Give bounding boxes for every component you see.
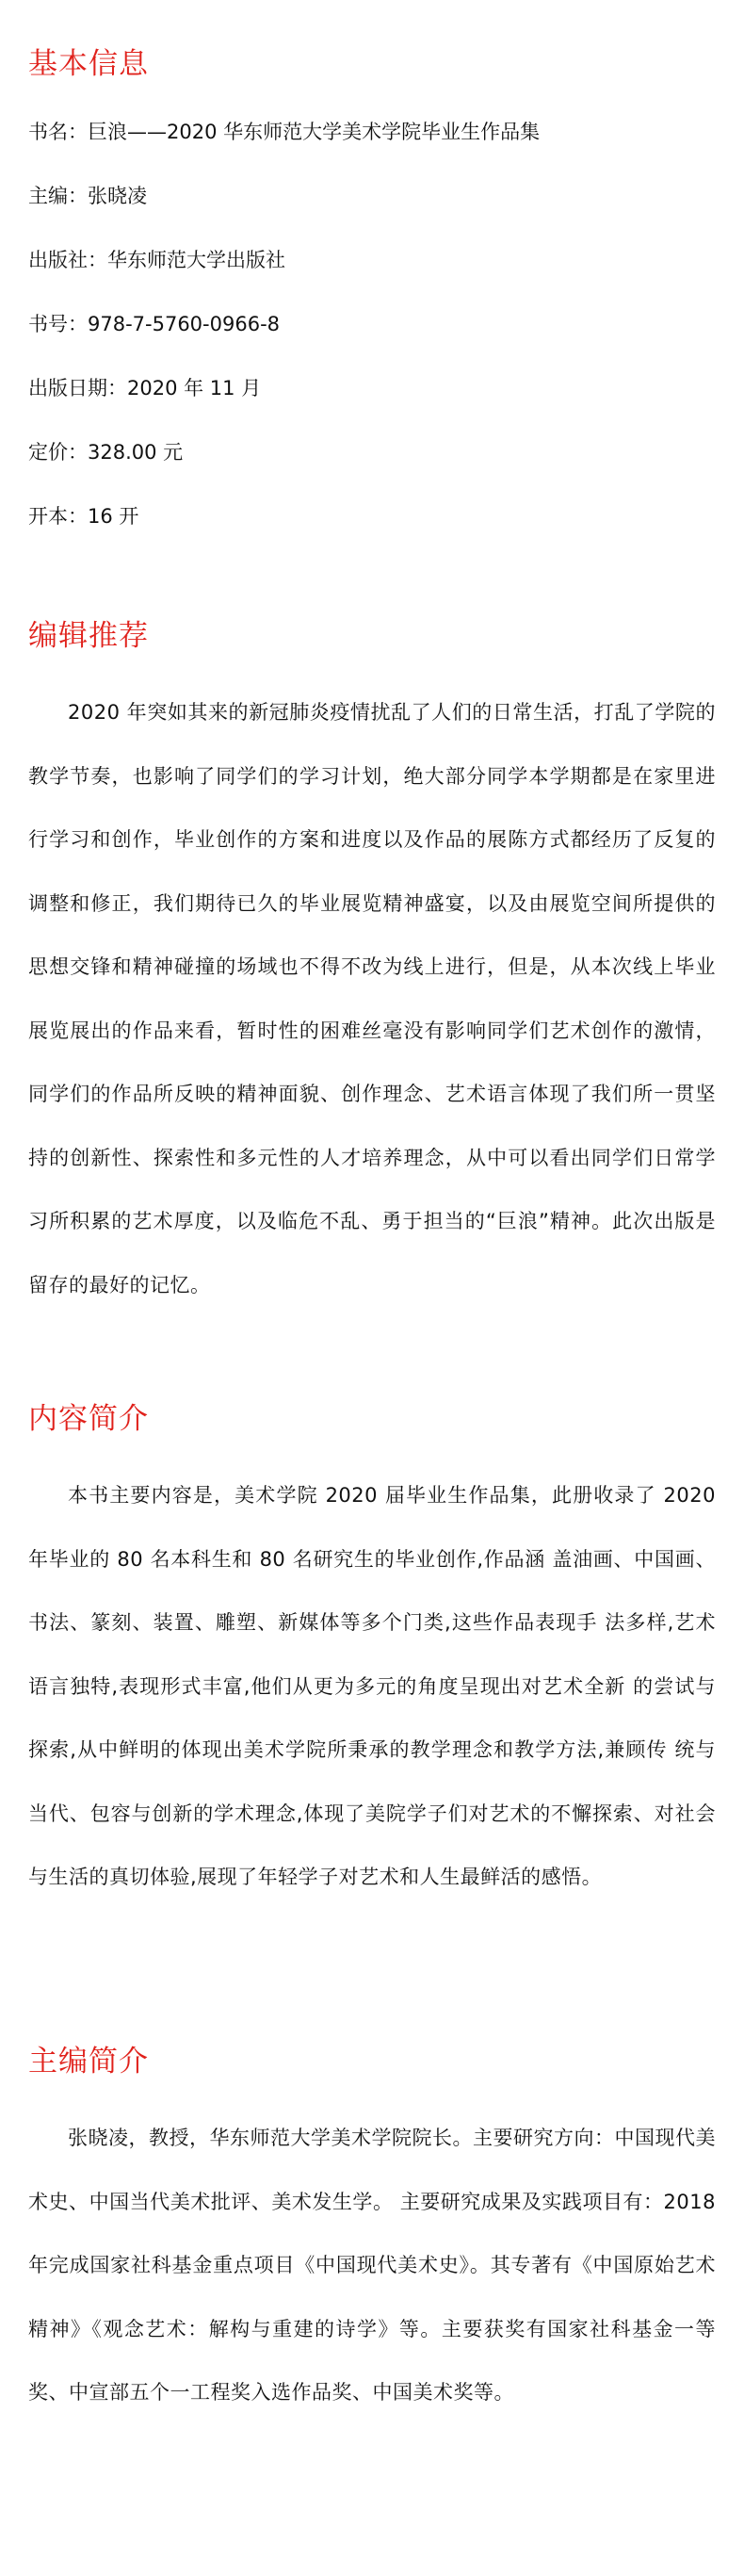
content-intro-section: [28, 1400, 716, 1910]
info-publish-date: 出版日期：2020 年 11 月: [28, 377, 262, 399]
info-isbn: 书号：978-7-5760-0966-8: [28, 313, 281, 335]
basic-info-section: [28, 45, 716, 548]
editor-recommendation-section: [28, 617, 716, 1317]
editor-recommendation-title: 编辑推荐: [28, 619, 149, 653]
info-format: 开本：16 开: [28, 505, 139, 528]
content-intro-text: 本书主要内容是，美术学院 2020 届毕业生作品集，此册收录了 2020 年毕业的 80 名本科生和 80 名研究生的毕业创作,作品涵 盖油画、中国画、书法、篆刻、装置、雕塑、新媒体等多个门类,这些作品表现手 法多样,艺术语言独特,表现形式丰富,他们从更为多元的角度呈现出对艺术全新 的尝试与探索,从中鲜明的体现出美术学院所秉承的教学理念和教学方法,兼顾传 统与当代、包容与创新的学术理念,体现了美院学子们对艺术的不懈探索、对社会 与生活的真切体验,展现了年轻学子对艺术和人生最鲜活的感悟。: [28, 1484, 716, 1888]
editor-intro-title: 主编简介: [28, 2045, 149, 2079]
info-editor: 主编：张晓凌: [28, 185, 147, 207]
info-book-title: 书名：巨浪——2020 华东师范大学美术学院毕业生作品集: [28, 121, 541, 143]
editor-intro-section: [28, 2043, 716, 2425]
content-intro-title: 内容简介: [28, 1402, 149, 1436]
basic-info-title: 基本信息: [28, 47, 149, 81]
editor-recommendation-text: 2020 年突如其来的新冠肺炎疫情扰乱了人们的日常生活，打乱了学院的教学节奏，也影响了同学们的学习计划，绝大部分同学本学期都是在家里进行学习和创作，毕业创作的方案和进度以及作品的展陈方式都经历了反复的调整和修正，我们期待已久的毕业展览精神盛宴，以及由展览空间所提供的思想交锋和精神碰撞的场域也不得不改为线上进行，但是，从本次线上毕业展览展出的作品来看，暂时性的困难丝毫没有影响同学们艺术创作的激情，同学们的作品所反映的精神面貌、创作理念、艺术语言体现了我们所一贯坚持的创新性、探索性和多元性的人才培养理念，从中可以看出同学们日常学习所积累的艺术厚度，以及临危不乱、勇于担当的“巨浪”精神。此次出版是留存的最好的记忆。: [28, 701, 716, 1296]
editor-intro-text: 张晓凌，教授，华东师范大学美术学院院长。主要研究方向：中国现代美术史、中国当代美术批评、美术发生学。 主要研究成果及实践项目有：2018 年完成国家社科基金重点项目《中国现代美术史》。其专著有《中国原始艺术精神》《观念艺术：解构与重建的诗学》等。主要获奖有国家社科基金一等奖、中宣部五个一工程奖入选作品奖、中国美术奖等。: [28, 2127, 716, 2404]
info-publisher: 出版社：华东师范大学出版社: [28, 249, 285, 271]
info-price: 定价：328.00 元: [28, 441, 184, 464]
basic-info-list: [28, 100, 716, 548]
